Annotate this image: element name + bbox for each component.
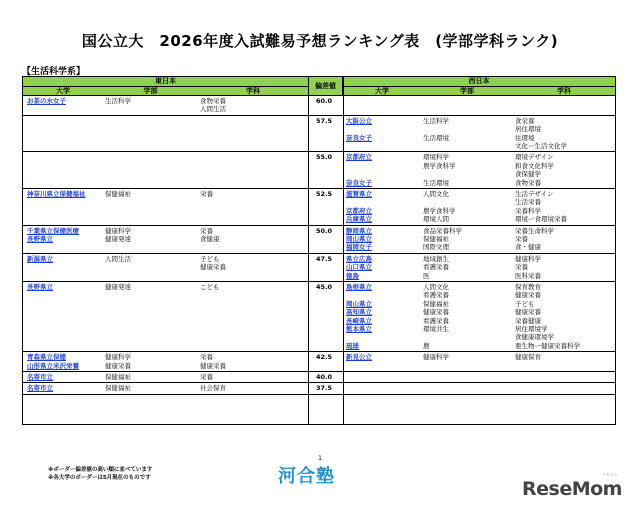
resemom-logo: ReseMom: [522, 478, 622, 500]
university-name: 大阪公立: [346, 116, 372, 125]
department-name: 健康栄養: [515, 308, 541, 317]
faculty-name: 健康科学: [105, 353, 131, 362]
university-name: 京都府立: [346, 153, 372, 162]
department-name: 環境デザイン: [515, 153, 554, 162]
university-name: 新見公立: [346, 353, 372, 362]
row-divider: [23, 188, 615, 189]
faculty-name: 保健福祉: [105, 190, 131, 198]
university-name: 山形県立米沢栄養: [27, 361, 79, 370]
resemom-logo-sub: リセマム: [602, 472, 618, 477]
university-name: 琉球: [346, 341, 359, 350]
faculty-name: 人間生活: [105, 254, 131, 263]
header-east-univ: 大学: [23, 86, 103, 95]
faculty-name: 健康発達: [105, 283, 131, 291]
department-name: 環境ー食環境栄養: [515, 215, 567, 224]
border-score: 37.5: [316, 384, 333, 393]
university-name: 新潟県立: [27, 254, 53, 263]
department-name: 健康科学: [515, 254, 541, 263]
department-name: 生活栄養: [515, 198, 541, 207]
faculty-name: 医: [423, 271, 430, 280]
university-name: 山口県立: [346, 263, 372, 272]
university-name: 県立広島: [346, 254, 372, 263]
university-name: 奈良女子: [346, 133, 372, 142]
university-name: 岡山県立: [346, 235, 372, 243]
faculty-name: 健康科学: [423, 353, 449, 362]
department-name: 居住環境学: [515, 325, 548, 333]
university-name: 京都府立: [346, 206, 372, 215]
university-name: 名寄市立: [27, 384, 53, 393]
border-score: 42.5: [316, 353, 333, 362]
column-divider: [343, 77, 344, 424]
university-name: 滋賀県立: [346, 190, 372, 198]
faculty-name: 看護栄養: [423, 291, 449, 300]
faculty-name: 農学食科学: [423, 206, 456, 215]
university-name: 熊本県立: [346, 325, 372, 333]
header-west-faculty: 学部: [421, 86, 513, 95]
department-name: 保育教育: [515, 283, 541, 291]
department-name: 社会保育: [200, 384, 226, 393]
ranking-table: [22, 76, 616, 425]
header-east-faculty: 学部: [103, 86, 198, 95]
faculty-name: 人間文化: [423, 190, 449, 198]
department-name: 健康栄養: [515, 291, 541, 300]
faculty-name: 保健福祉: [105, 373, 131, 381]
kawai-logo: 河合塾: [278, 466, 335, 487]
faculty-name: 保健福祉: [423, 235, 449, 243]
university-name: 岡山県立: [346, 299, 372, 308]
note-line: ※ボーダー偏差値の高い順に並べています: [48, 467, 153, 473]
border-score: 52.5: [316, 190, 333, 198]
department-name: 栄養: [200, 353, 213, 362]
faculty-name: 保健福祉: [105, 384, 131, 393]
department-name: 食保健学: [515, 170, 541, 179]
department-name: 栄養: [515, 235, 528, 243]
department-name: 栄養: [200, 190, 213, 198]
faculty-name: 健康発達: [105, 235, 131, 243]
university-name: 神奈川県立保健福祉: [27, 190, 86, 198]
note-line: ※各大学のボーダーは5月現在のものです: [48, 475, 151, 481]
department-name: 生活デザイン: [515, 190, 554, 198]
row-divider: [23, 95, 615, 96]
section-label: 【生活科学系】: [22, 67, 86, 77]
border-score: 45.0: [316, 283, 333, 291]
faculty-name: 環境人間: [423, 215, 449, 224]
faculty-name: 看護栄養: [423, 316, 449, 325]
university-name: 青森県立保健: [27, 353, 66, 362]
faculty-name: 農: [423, 341, 430, 350]
department-name: 住環境: [515, 133, 535, 142]
notes: [48, 466, 152, 482]
university-name: 長野県立: [27, 283, 53, 291]
row-divider: [23, 225, 615, 226]
faculty-name: 保健福祉: [423, 299, 449, 308]
page-title: 国公立大 2026年度入試難易予想ランキング表 (学部学科ランク): [81, 32, 559, 50]
department-name: 食健康: [200, 235, 220, 243]
department-name: 人間生活: [200, 105, 226, 114]
university-name: お茶の水女子: [27, 97, 66, 105]
header-east-dept: 学科: [198, 86, 308, 95]
faculty-name: 生活科学: [105, 97, 131, 105]
university-name: 静岡県立: [346, 226, 372, 235]
faculty-name: 食品栄養科学: [423, 226, 462, 235]
faculty-name: 生活科学: [423, 116, 449, 125]
department-name: 食栄養: [515, 116, 535, 125]
row-divider: [23, 371, 615, 372]
faculty-name: 人間文化: [423, 283, 449, 291]
faculty-name: 健康栄養: [423, 308, 449, 317]
department-name: 栄養: [200, 226, 213, 235]
faculty-name: 環境共生: [423, 325, 449, 333]
row-divider: [23, 253, 615, 254]
university-name: 徳島: [346, 271, 359, 280]
department-name: 食物栄養: [515, 178, 541, 187]
university-name: 兵庫県立: [346, 215, 372, 224]
faculty-name: 看護栄養: [423, 263, 449, 272]
faculty-name: 農学食科学: [423, 161, 456, 170]
row-divider: [23, 394, 615, 395]
department-name: 医科栄養: [515, 271, 541, 280]
department-name: 栄養健康: [515, 316, 541, 325]
department-name: 子ども: [200, 254, 220, 263]
faculty-name: 国際文理: [423, 243, 449, 252]
university-name: 長野県立: [27, 235, 53, 243]
university-name: 千葉県立保健医療: [27, 226, 79, 235]
department-name: 栄養: [515, 263, 528, 272]
faculty-name: 生活環境: [423, 133, 449, 142]
university-name: 長崎県立: [346, 316, 372, 325]
department-name: 居住環境: [515, 125, 541, 134]
faculty-name: 環境科学: [423, 153, 449, 162]
department-name: 食健康環境学: [515, 333, 554, 342]
department-name: 栄養生命科学: [515, 226, 554, 235]
department-name: 栄養科学: [515, 206, 541, 215]
department-name: 和食文化科学: [515, 161, 554, 170]
department-name: 子ども: [515, 299, 535, 308]
row-divider: [23, 281, 615, 282]
border-score: 55.0: [316, 153, 333, 162]
university-name: 高知県立: [346, 308, 372, 317]
department-name: 健康栄養: [200, 263, 226, 272]
column-divider: [308, 77, 309, 424]
header-east: 東日本: [23, 77, 308, 86]
department-name: 文化ー生活文化学: [515, 142, 567, 150]
border-score: 57.5: [316, 116, 333, 125]
department-name: 栄養: [200, 373, 213, 381]
border-score: 40.0: [316, 373, 333, 381]
row-divider: [23, 115, 615, 116]
university-name: 福岡女子: [346, 243, 372, 252]
header-west-univ: 大学: [343, 86, 421, 95]
department-name: こども: [200, 283, 220, 291]
border-score: 50.0: [316, 226, 333, 235]
department-name: 健康保育: [515, 353, 541, 362]
border-score: 60.0: [316, 97, 333, 105]
university-name: 島根県立: [346, 283, 372, 291]
page-number: 1: [318, 455, 322, 462]
border-score: 47.5: [316, 254, 333, 263]
header-border: 偏差値: [308, 77, 343, 95]
faculty-name: 健康栄養: [105, 361, 131, 370]
faculty-name: 地域創生: [423, 254, 449, 263]
faculty-name: 生活環境: [423, 178, 449, 187]
university-name: 名寄市立: [27, 373, 53, 381]
department-name: 亜生物ー健康栄養科学: [515, 341, 580, 350]
faculty-name: 健康科学: [105, 226, 131, 235]
university-name: 奈良女子: [346, 178, 372, 187]
header-west: 西日本: [343, 77, 615, 86]
department-name: 食物栄養: [200, 97, 226, 105]
header-west-dept: 学科: [513, 86, 615, 95]
department-name: 健康栄養: [200, 361, 226, 370]
department-name: 食・健康: [515, 243, 541, 252]
